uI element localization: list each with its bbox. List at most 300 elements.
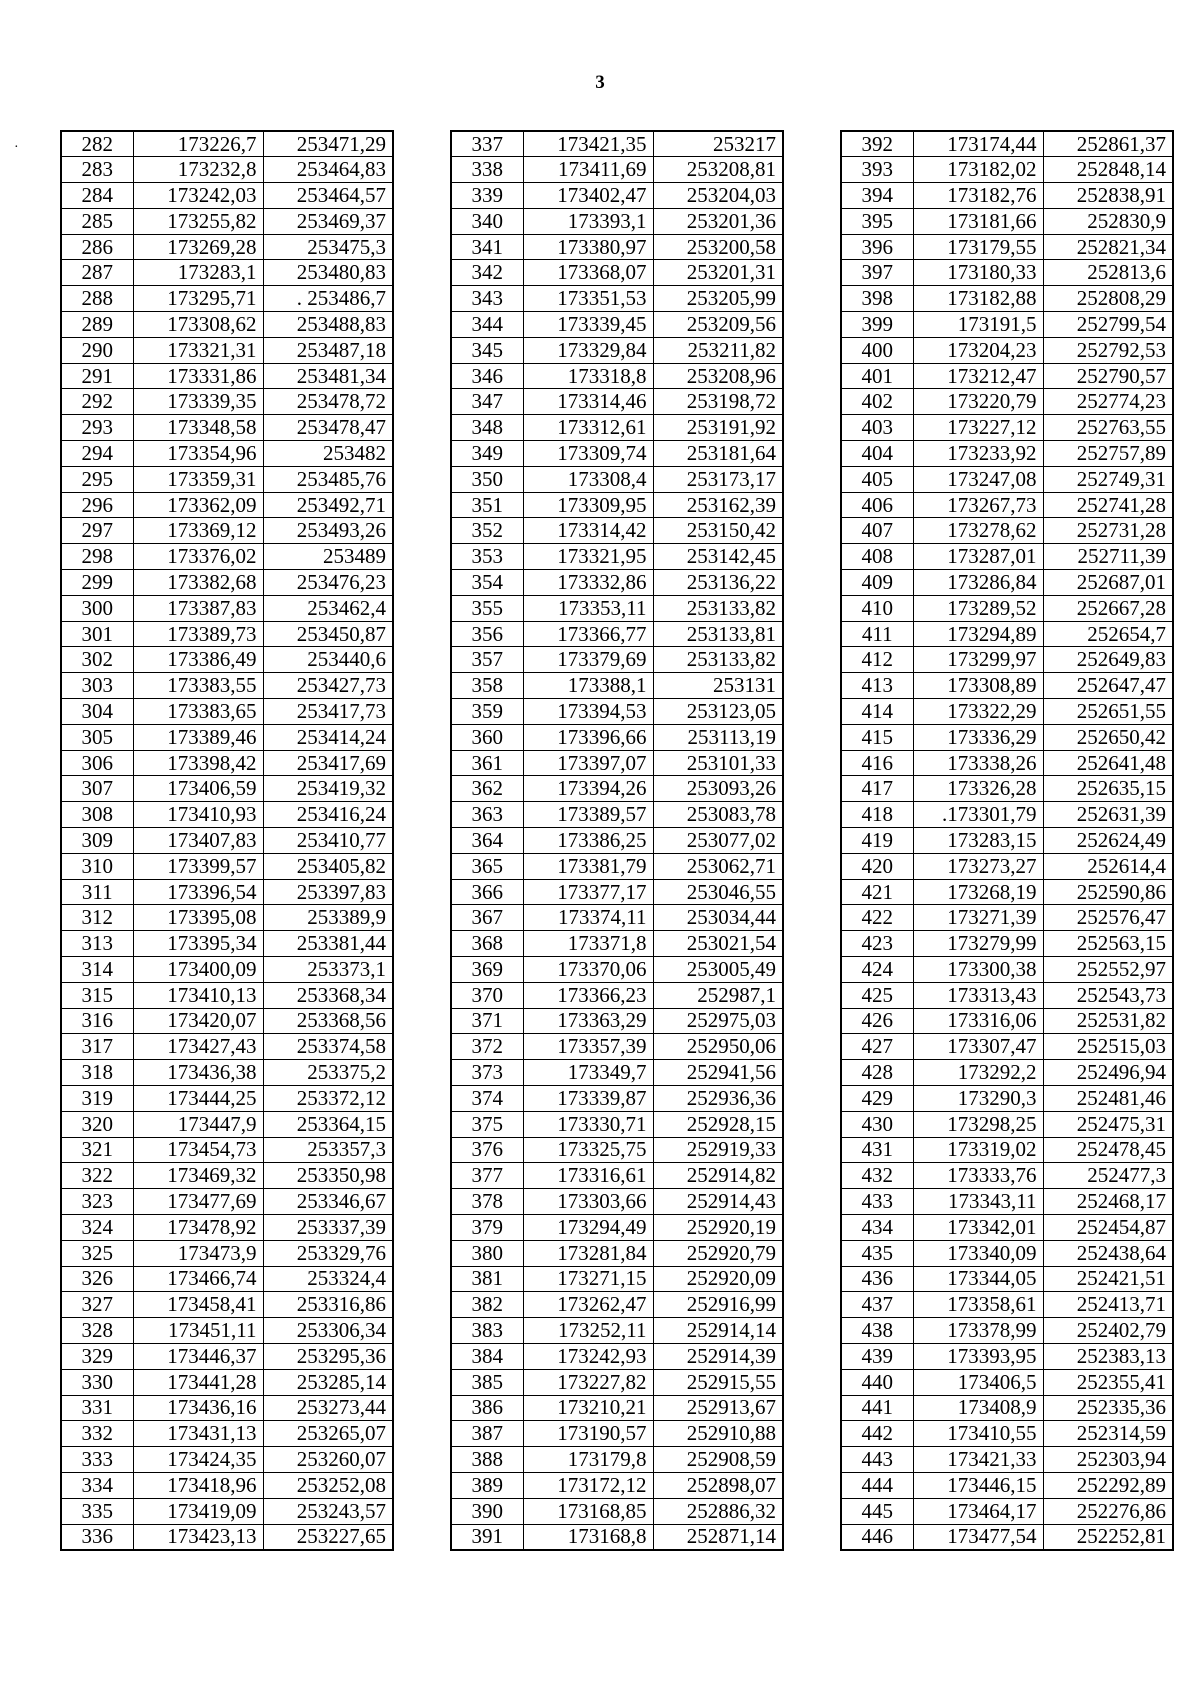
y-coordinate-cell: 252651,55 — [1043, 699, 1173, 725]
x-coordinate-cell: 173436,16 — [133, 1395, 263, 1421]
table-row — [841, 234, 1173, 260]
point-number-cell: 365 — [451, 853, 523, 879]
x-coordinate-cell: 173389,46 — [133, 724, 263, 750]
table-row — [61, 234, 393, 260]
x-coordinate-cell: 173314,46 — [523, 389, 653, 415]
point-number-cell: 421 — [841, 879, 913, 905]
x-coordinate-cell: 173420,07 — [133, 1008, 263, 1034]
point-number-cell: 296 — [61, 492, 133, 518]
table-row — [451, 673, 783, 699]
table-row — [451, 466, 783, 492]
x-coordinate-cell: 173174,44 — [913, 131, 1043, 157]
x-coordinate-cell: 173226,7 — [133, 131, 263, 157]
x-coordinate-cell: 173406,59 — [133, 776, 263, 802]
point-number-cell: 315 — [61, 982, 133, 1008]
y-coordinate-cell: 252830,9 — [1043, 208, 1173, 234]
point-number-cell: 339 — [451, 183, 523, 209]
point-number-cell: 404 — [841, 441, 913, 467]
point-number-cell: 418 — [841, 802, 913, 828]
table-row — [61, 389, 393, 415]
x-coordinate-cell: 173454,73 — [133, 1137, 263, 1163]
point-number-cell: 364 — [451, 828, 523, 854]
table-row — [61, 312, 393, 338]
y-coordinate-cell: 252413,71 — [1043, 1292, 1173, 1318]
y-coordinate-cell: 253316,86 — [263, 1292, 393, 1318]
y-coordinate-cell: 253350,98 — [263, 1163, 393, 1189]
x-coordinate-cell: 173220,79 — [913, 389, 1043, 415]
table-row — [451, 1034, 783, 1060]
y-coordinate-cell: 252799,54 — [1043, 312, 1173, 338]
y-coordinate-cell: 253329,76 — [263, 1240, 393, 1266]
x-coordinate-cell: 173283,15 — [913, 828, 1043, 854]
point-number-cell: 328 — [61, 1318, 133, 1344]
y-coordinate-cell: 252647,47 — [1043, 673, 1173, 699]
point-number-cell: 427 — [841, 1034, 913, 1060]
y-coordinate-cell: 252402,79 — [1043, 1318, 1173, 1344]
point-number-cell: 446 — [841, 1524, 913, 1550]
point-number-cell: 303 — [61, 673, 133, 699]
table-row — [61, 957, 393, 983]
y-coordinate-cell: 253414,24 — [263, 724, 393, 750]
y-coordinate-cell: 252763,55 — [1043, 415, 1173, 441]
table-row — [841, 595, 1173, 621]
table-row — [841, 1137, 1173, 1163]
x-coordinate-cell: 173366,77 — [523, 621, 653, 647]
x-coordinate-cell: 173395,34 — [133, 931, 263, 957]
y-coordinate-cell: 253133,82 — [653, 647, 783, 673]
y-coordinate-cell: 252910,88 — [653, 1421, 783, 1447]
table-row — [61, 699, 393, 725]
point-number-cell: 419 — [841, 828, 913, 854]
table-row — [451, 828, 783, 854]
x-coordinate-cell: 173378,99 — [913, 1318, 1043, 1344]
table-row — [841, 647, 1173, 673]
x-coordinate-cell: 173374,11 — [523, 905, 653, 931]
table-row — [841, 828, 1173, 854]
table-row — [451, 621, 783, 647]
point-number-cell: 367 — [451, 905, 523, 931]
point-number-cell: 336 — [61, 1524, 133, 1550]
point-number-cell: 441 — [841, 1395, 913, 1421]
y-coordinate-cell: 252624,49 — [1043, 828, 1173, 854]
x-coordinate-cell: 173326,28 — [913, 776, 1043, 802]
point-number-cell: 297 — [61, 518, 133, 544]
point-number-cell: 329 — [61, 1343, 133, 1369]
table-row — [451, 724, 783, 750]
x-coordinate-cell: 173321,31 — [133, 337, 263, 363]
point-number-cell: 445 — [841, 1498, 913, 1524]
x-coordinate-cell: 173369,12 — [133, 518, 263, 544]
x-coordinate-cell: 173179,55 — [913, 234, 1043, 260]
y-coordinate-cell: 252552,97 — [1043, 957, 1173, 983]
y-coordinate-cell: 253150,42 — [653, 518, 783, 544]
table-row — [61, 595, 393, 621]
table-row — [841, 1163, 1173, 1189]
y-coordinate-cell: 253273,44 — [263, 1395, 393, 1421]
y-coordinate-cell: 253217 — [653, 131, 783, 157]
y-coordinate-cell: 252654,7 — [1043, 621, 1173, 647]
point-number-cell: 309 — [61, 828, 133, 854]
x-coordinate-cell: 173313,43 — [913, 982, 1043, 1008]
table-row — [841, 621, 1173, 647]
x-coordinate-cell: 173380,97 — [523, 234, 653, 260]
point-number-cell: 428 — [841, 1060, 913, 1086]
table-row — [61, 1472, 393, 1498]
x-coordinate-cell: 173204,23 — [913, 337, 1043, 363]
table-row — [841, 1318, 1173, 1344]
table-row — [841, 1060, 1173, 1086]
point-number-cell: 335 — [61, 1498, 133, 1524]
point-number-cell: 288 — [61, 286, 133, 312]
table-row — [841, 1189, 1173, 1215]
table-row — [841, 337, 1173, 363]
y-coordinate-cell: 253485,76 — [263, 466, 393, 492]
y-coordinate-cell: 253464,57 — [263, 183, 393, 209]
table-row — [61, 828, 393, 854]
table-row — [61, 802, 393, 828]
x-coordinate-cell: 173399,57 — [133, 853, 263, 879]
x-coordinate-cell: 173366,23 — [523, 982, 653, 1008]
table-row — [61, 544, 393, 570]
y-coordinate-cell: 253381,44 — [263, 931, 393, 957]
y-coordinate-cell: 252687,01 — [1043, 570, 1173, 596]
table-row — [61, 570, 393, 596]
x-coordinate-cell: 173389,73 — [133, 621, 263, 647]
table-row — [61, 1369, 393, 1395]
table-row — [841, 131, 1173, 157]
table-row — [841, 1292, 1173, 1318]
point-number-cell: 353 — [451, 544, 523, 570]
y-coordinate-cell: 252808,29 — [1043, 286, 1173, 312]
coordinates-table-1 — [60, 130, 394, 1551]
point-number-cell: 334 — [61, 1472, 133, 1498]
table-row — [451, 647, 783, 673]
x-coordinate-cell: 173316,06 — [913, 1008, 1043, 1034]
point-number-cell: 390 — [451, 1498, 523, 1524]
x-coordinate-cell: 173325,75 — [523, 1137, 653, 1163]
point-number-cell: 356 — [451, 621, 523, 647]
y-coordinate-cell: 253083,78 — [653, 802, 783, 828]
table-row — [451, 570, 783, 596]
point-number-cell: 389 — [451, 1472, 523, 1498]
point-number-cell: 347 — [451, 389, 523, 415]
y-coordinate-cell: 252898,07 — [653, 1472, 783, 1498]
y-coordinate-cell: 252667,28 — [1043, 595, 1173, 621]
y-coordinate-cell: 253285,14 — [263, 1369, 393, 1395]
x-coordinate-cell: 173447,9 — [133, 1111, 263, 1137]
y-coordinate-cell: 253181,64 — [653, 441, 783, 467]
point-number-cell: 358 — [451, 673, 523, 699]
point-number-cell: 438 — [841, 1318, 913, 1344]
x-coordinate-cell: 173339,87 — [523, 1085, 653, 1111]
x-coordinate-cell: 173182,88 — [913, 286, 1043, 312]
table-row — [61, 1524, 393, 1550]
point-number-cell: 380 — [451, 1240, 523, 1266]
table-row — [841, 363, 1173, 389]
point-number-cell: 432 — [841, 1163, 913, 1189]
x-coordinate-cell: 173308,4 — [523, 466, 653, 492]
point-number-cell: 372 — [451, 1034, 523, 1060]
x-coordinate-cell: 173309,95 — [523, 492, 653, 518]
y-coordinate-cell: 252590,86 — [1043, 879, 1173, 905]
point-number-cell: 293 — [61, 415, 133, 441]
point-number-cell: 435 — [841, 1240, 913, 1266]
table-row — [451, 1266, 783, 1292]
point-number-cell: 429 — [841, 1085, 913, 1111]
point-number-cell: 383 — [451, 1318, 523, 1344]
x-coordinate-cell: 173376,02 — [133, 544, 263, 570]
table-row — [61, 1085, 393, 1111]
x-coordinate-cell: 173408,9 — [913, 1395, 1043, 1421]
y-coordinate-cell: 252908,59 — [653, 1447, 783, 1473]
table-row — [61, 1163, 393, 1189]
y-coordinate-cell: 253419,32 — [263, 776, 393, 802]
point-number-cell: 326 — [61, 1266, 133, 1292]
y-coordinate-cell: 253133,81 — [653, 621, 783, 647]
point-number-cell: 443 — [841, 1447, 913, 1473]
x-coordinate-cell: 173190,57 — [523, 1421, 653, 1447]
y-coordinate-cell: 253373,1 — [263, 957, 393, 983]
table-row — [841, 1498, 1173, 1524]
point-number-cell: 349 — [451, 441, 523, 467]
table-row — [841, 1421, 1173, 1447]
point-number-cell: 393 — [841, 157, 913, 183]
y-coordinate-cell: 253200,58 — [653, 234, 783, 260]
table-row — [61, 776, 393, 802]
point-number-cell: 382 — [451, 1292, 523, 1318]
y-coordinate-cell: 252821,34 — [1043, 234, 1173, 260]
table-row — [451, 931, 783, 957]
table-row — [451, 415, 783, 441]
x-coordinate-cell: 173300,38 — [913, 957, 1043, 983]
x-coordinate-cell: 173436,38 — [133, 1060, 263, 1086]
y-coordinate-cell: 253469,37 — [263, 208, 393, 234]
x-coordinate-cell: 173273,27 — [913, 853, 1043, 879]
y-coordinate-cell: 252515,03 — [1043, 1034, 1173, 1060]
table-row — [841, 466, 1173, 492]
table-row — [841, 802, 1173, 828]
x-coordinate-cell: 173451,11 — [133, 1318, 263, 1344]
x-coordinate-cell: 173427,43 — [133, 1034, 263, 1060]
y-coordinate-cell: 252641,48 — [1043, 750, 1173, 776]
page-number: 3 — [595, 72, 605, 93]
point-number-cell: 344 — [451, 312, 523, 338]
table-row — [841, 389, 1173, 415]
table-row — [61, 363, 393, 389]
point-number-cell: 374 — [451, 1085, 523, 1111]
x-coordinate-cell: 173312,61 — [523, 415, 653, 441]
table-row — [61, 1214, 393, 1240]
y-coordinate-cell: 252987,1 — [653, 982, 783, 1008]
x-coordinate-cell: 173446,37 — [133, 1343, 263, 1369]
point-number-cell: 430 — [841, 1111, 913, 1137]
table-row — [61, 1034, 393, 1060]
table-row — [61, 183, 393, 209]
x-coordinate-cell: 173271,15 — [523, 1266, 653, 1292]
point-number-cell: 285 — [61, 208, 133, 234]
point-number-cell: 392 — [841, 131, 913, 157]
y-coordinate-cell: 252383,13 — [1043, 1343, 1173, 1369]
table-row — [451, 492, 783, 518]
x-coordinate-cell: 173308,89 — [913, 673, 1043, 699]
point-number-cell: 320 — [61, 1111, 133, 1137]
point-number-cell: 319 — [61, 1085, 133, 1111]
x-coordinate-cell: 173338,26 — [913, 750, 1043, 776]
y-coordinate-cell: 252421,51 — [1043, 1266, 1173, 1292]
table-row — [841, 750, 1173, 776]
table-row — [841, 441, 1173, 467]
y-coordinate-cell: 253476,23 — [263, 570, 393, 596]
point-number-cell: 409 — [841, 570, 913, 596]
x-coordinate-cell: 173359,31 — [133, 466, 263, 492]
point-number-cell: 394 — [841, 183, 913, 209]
point-number-cell: 433 — [841, 1189, 913, 1215]
x-coordinate-cell: 173388,1 — [523, 673, 653, 699]
y-coordinate-cell: 253208,81 — [653, 157, 783, 183]
table-row — [451, 699, 783, 725]
point-number-cell: 403 — [841, 415, 913, 441]
table-row — [451, 544, 783, 570]
table-row — [841, 570, 1173, 596]
y-coordinate-cell: 253201,31 — [653, 260, 783, 286]
y-coordinate-cell: 252477,3 — [1043, 1163, 1173, 1189]
x-coordinate-cell: 173287,01 — [913, 544, 1043, 570]
y-coordinate-cell: 253397,83 — [263, 879, 393, 905]
y-coordinate-cell: 252749,31 — [1043, 466, 1173, 492]
y-coordinate-cell: 252848,14 — [1043, 157, 1173, 183]
point-number-cell: 442 — [841, 1421, 913, 1447]
point-number-cell: 407 — [841, 518, 913, 544]
table-row — [841, 776, 1173, 802]
point-number-cell: 301 — [61, 621, 133, 647]
table-row — [841, 415, 1173, 441]
point-number-cell: 283 — [61, 157, 133, 183]
point-number-cell: 401 — [841, 363, 913, 389]
x-coordinate-cell: 173383,55 — [133, 673, 263, 699]
point-number-cell: 431 — [841, 1137, 913, 1163]
point-number-cell: 420 — [841, 853, 913, 879]
x-coordinate-cell: 173292,2 — [913, 1060, 1043, 1086]
table-row — [451, 1060, 783, 1086]
table-row — [61, 905, 393, 931]
point-number-cell: 411 — [841, 621, 913, 647]
x-coordinate-cell: 173381,79 — [523, 853, 653, 879]
point-number-cell: 444 — [841, 1472, 913, 1498]
point-number-cell: 333 — [61, 1447, 133, 1473]
x-coordinate-cell: 173348,58 — [133, 415, 263, 441]
point-number-cell: 331 — [61, 1395, 133, 1421]
y-coordinate-cell: 252276,86 — [1043, 1498, 1173, 1524]
margin-dot: · — [14, 140, 19, 155]
x-coordinate-cell: 173233,92 — [913, 441, 1043, 467]
point-number-cell: 405 — [841, 466, 913, 492]
point-number-cell: 375 — [451, 1111, 523, 1137]
x-coordinate-cell: 173394,53 — [523, 699, 653, 725]
x-coordinate-cell: 173295,71 — [133, 286, 263, 312]
y-coordinate-cell: 252920,79 — [653, 1240, 783, 1266]
y-coordinate-cell: 252920,09 — [653, 1266, 783, 1292]
table-row — [451, 363, 783, 389]
point-number-cell: 369 — [451, 957, 523, 983]
table-row — [841, 1111, 1173, 1137]
y-coordinate-cell: 253142,45 — [653, 544, 783, 570]
y-coordinate-cell: 253201,36 — [653, 208, 783, 234]
table-row — [451, 1163, 783, 1189]
y-coordinate-cell: 252631,39 — [1043, 802, 1173, 828]
point-number-cell: 289 — [61, 312, 133, 338]
y-coordinate-cell: 252563,15 — [1043, 931, 1173, 957]
y-coordinate-cell: 252650,42 — [1043, 724, 1173, 750]
table-row — [61, 1008, 393, 1034]
x-coordinate-cell: 173330,71 — [523, 1111, 653, 1137]
x-coordinate-cell: 173406,5 — [913, 1369, 1043, 1395]
y-coordinate-cell: 253123,05 — [653, 699, 783, 725]
table-row — [61, 1137, 393, 1163]
x-coordinate-cell: .173301,79 — [913, 802, 1043, 828]
point-number-cell: 396 — [841, 234, 913, 260]
point-number-cell: 413 — [841, 673, 913, 699]
y-coordinate-cell: 253093,26 — [653, 776, 783, 802]
x-coordinate-cell: 173441,28 — [133, 1369, 263, 1395]
point-number-cell: 422 — [841, 905, 913, 931]
point-number-cell: 294 — [61, 441, 133, 467]
x-coordinate-cell: 173477,54 — [913, 1524, 1043, 1550]
table-row — [451, 1008, 783, 1034]
point-number-cell: 384 — [451, 1343, 523, 1369]
x-coordinate-cell: 173294,89 — [913, 621, 1043, 647]
table-row — [451, 776, 783, 802]
y-coordinate-cell: 252292,89 — [1043, 1472, 1173, 1498]
point-number-cell: 313 — [61, 931, 133, 957]
x-coordinate-cell: 173402,47 — [523, 183, 653, 209]
table-row — [451, 1292, 783, 1318]
y-coordinate-cell: 253046,55 — [653, 879, 783, 905]
point-number-cell: 414 — [841, 699, 913, 725]
table-row — [451, 802, 783, 828]
y-coordinate-cell: 253482 — [263, 441, 393, 467]
point-number-cell: 366 — [451, 879, 523, 905]
table-row — [451, 595, 783, 621]
table-row — [61, 286, 393, 312]
table-row — [451, 750, 783, 776]
y-coordinate-cell: 253136,22 — [653, 570, 783, 596]
point-number-cell: 412 — [841, 647, 913, 673]
x-coordinate-cell: 173358,61 — [913, 1292, 1043, 1318]
x-coordinate-cell: 173268,19 — [913, 879, 1043, 905]
table-row — [451, 389, 783, 415]
table-row — [451, 1421, 783, 1447]
point-number-cell: 395 — [841, 208, 913, 234]
table-row — [841, 957, 1173, 983]
y-coordinate-cell: 253357,3 — [263, 1137, 393, 1163]
point-number-cell: 386 — [451, 1395, 523, 1421]
y-coordinate-cell: 253346,67 — [263, 1189, 393, 1215]
x-coordinate-cell: 173331,86 — [133, 363, 263, 389]
point-number-cell: 304 — [61, 699, 133, 725]
x-coordinate-cell: 173368,07 — [523, 260, 653, 286]
table-row — [61, 1266, 393, 1292]
y-coordinate-cell: . 253486,7 — [263, 286, 393, 312]
y-coordinate-cell: 253487,18 — [263, 337, 393, 363]
x-coordinate-cell: 173362,09 — [133, 492, 263, 518]
y-coordinate-cell: 252731,28 — [1043, 518, 1173, 544]
x-coordinate-cell: 173339,35 — [133, 389, 263, 415]
y-coordinate-cell: 253173,17 — [653, 466, 783, 492]
table-row — [841, 260, 1173, 286]
point-number-cell: 287 — [61, 260, 133, 286]
table-row — [841, 853, 1173, 879]
x-coordinate-cell: 173309,74 — [523, 441, 653, 467]
